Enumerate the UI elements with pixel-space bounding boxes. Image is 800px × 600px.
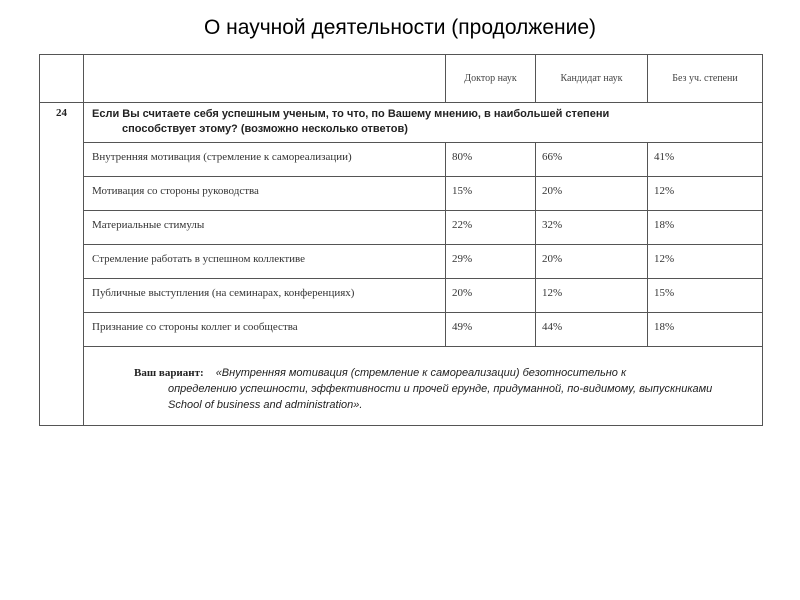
header-cell-number — [40, 55, 84, 103]
column-header-candidate: Кандидат наук — [536, 55, 648, 103]
table-row — [40, 245, 763, 279]
value-no-degree: 15% — [648, 279, 763, 313]
row-label: Внутренняя мотивация (стремление к самореализации) — [84, 143, 446, 177]
question-number: 24 — [40, 103, 84, 426]
row-label: Признание со стороны коллег и сообщества — [84, 313, 446, 347]
value-doctor: 15% — [446, 177, 536, 211]
value-candidate: 20% — [536, 177, 648, 211]
table-row — [40, 177, 763, 211]
column-header-doctor: Доктор наук — [446, 55, 536, 103]
variant-label: Ваш вариант: — [134, 367, 204, 379]
value-doctor: 22% — [446, 211, 536, 245]
variant-cell — [84, 347, 763, 426]
question-text — [84, 103, 763, 143]
header-cell-question — [84, 55, 446, 103]
question-row — [40, 103, 763, 143]
value-candidate: 44% — [536, 313, 648, 347]
value-candidate: 32% — [536, 211, 648, 245]
table-row — [40, 279, 763, 313]
value-no-degree: 18% — [648, 211, 763, 245]
value-doctor: 80% — [446, 143, 536, 177]
value-no-degree: 12% — [648, 177, 763, 211]
table-row — [40, 313, 763, 347]
row-label: Стремление работать в успешном коллективе — [84, 245, 446, 279]
page-title: О научной деятельности (продолжение) — [203, 16, 597, 39]
row-label: Мотивация со стороны руководства — [84, 177, 446, 211]
value-doctor: 20% — [446, 279, 536, 313]
value-doctor: 49% — [446, 313, 536, 347]
variant-row — [40, 347, 763, 426]
variant-text-first: «Внутренняя мотивация (стремление к самореализации) безотносительно к — [215, 367, 627, 379]
table-header-row — [40, 55, 763, 103]
table-row — [40, 143, 763, 177]
question-text-line2: способствует этому? (возможно несколько ответов) — [122, 123, 408, 135]
value-candidate: 66% — [536, 143, 648, 177]
value-candidate: 12% — [536, 279, 648, 313]
column-header-no-degree: Без уч. степени — [648, 55, 763, 103]
row-label: Материальные стимулы — [84, 211, 446, 245]
table-row — [40, 211, 763, 245]
survey-table — [39, 54, 763, 426]
value-no-degree: 41% — [648, 143, 763, 177]
value-no-degree: 12% — [648, 245, 763, 279]
value-candidate: 20% — [536, 245, 648, 279]
value-doctor: 29% — [446, 245, 536, 279]
row-label: Публичные выступления (на семинарах, конференциях) — [84, 279, 446, 313]
value-no-degree: 18% — [648, 313, 763, 347]
variant-text-rest: определению успешности, эффективности и прочей ерунде, придуманной, по-видимому, выпускниками School of business and administration». — [168, 383, 713, 411]
question-text-line1: Если Вы считаете себя успешным ученым, то что, по Вашему мнению, в наибольшей степени — [92, 108, 610, 120]
variant-first-line — [136, 365, 742, 381]
